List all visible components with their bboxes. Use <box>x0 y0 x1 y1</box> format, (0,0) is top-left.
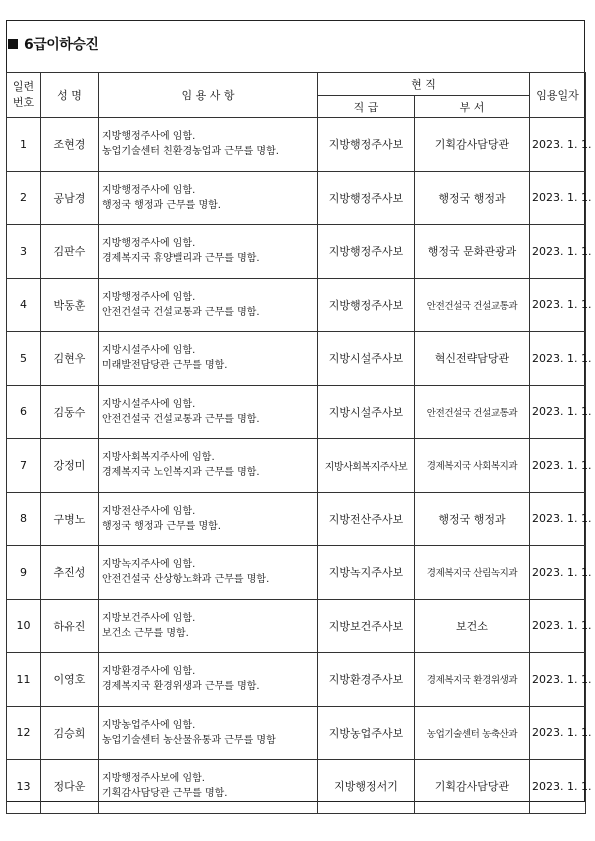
row-date: 2023. 1. 1. <box>530 760 586 814</box>
row-number: 9 <box>7 546 41 600</box>
table-row <box>7 118 586 172</box>
row-number: 2 <box>7 171 41 225</box>
row-dept: 경제복지국 환경위생과 <box>415 653 530 707</box>
row-dept: 혁신전략담당관 <box>415 332 530 386</box>
row-duty-line1: 지방행정주사에 임함. <box>102 131 196 143</box>
row-rank: 지방환경주사보 <box>318 653 415 707</box>
row-duty <box>99 225 318 279</box>
row-duty <box>99 653 318 707</box>
row-date: 2023. 1. 1. <box>530 118 586 172</box>
row-duty <box>99 332 318 386</box>
row-duty-line1: 지방환경주사에 임함. <box>102 666 196 678</box>
row-duty-line1: 지방시설주사에 임함. <box>102 398 196 410</box>
table-row <box>7 278 586 332</box>
table-row <box>7 492 586 546</box>
row-dept: 행정국 행정과 <box>415 492 530 546</box>
row-name: 조현경 <box>41 118 99 172</box>
table-row <box>7 385 586 439</box>
row-number: 12 <box>7 706 41 760</box>
row-rank: 지방행정주사보 <box>318 278 415 332</box>
row-duty <box>99 492 318 546</box>
row-number: 7 <box>7 439 41 493</box>
header-rank: 직 급 <box>318 96 415 118</box>
row-duty-line2: 경제복지국 환경위생과 근무를 명함. <box>102 681 260 693</box>
row-date: 2023. 1. 1. <box>530 706 586 760</box>
row-rank: 지방녹지주사보 <box>318 546 415 600</box>
row-duty-line1: 지방녹지주사에 임함. <box>102 559 196 571</box>
row-rank: 지방행정주사보 <box>318 118 415 172</box>
row-rank: 지방행정서기 <box>318 760 415 814</box>
row-number: 5 <box>7 332 41 386</box>
row-duty-line2: 경제복지국 휴양밸리과 근무를 명함. <box>102 253 260 265</box>
table-row <box>7 171 586 225</box>
header-duty: 임 용 사 항 <box>99 73 318 118</box>
row-number: 1 <box>7 118 41 172</box>
row-dept: 기획감사담당관 <box>415 760 530 814</box>
table-row <box>7 546 586 600</box>
row-duty <box>99 439 318 493</box>
table-row <box>7 439 586 493</box>
row-number: 13 <box>7 760 41 814</box>
row-rank: 지방농업주사보 <box>318 706 415 760</box>
row-dept: 경제복지국 산림녹지과 <box>415 546 530 600</box>
header-seq-line1: 일련 <box>12 80 35 93</box>
row-duty <box>99 546 318 600</box>
row-name: 김판수 <box>41 225 99 279</box>
row-number: 4 <box>7 278 41 332</box>
row-date: 2023. 1. 1. <box>530 439 586 493</box>
row-duty <box>99 171 318 225</box>
header-seq-line2: 번호 <box>12 96 35 109</box>
row-rank: 지방시설주사보 <box>318 332 415 386</box>
row-duty-line2: 미래발전담당관 근무를 명함. <box>102 360 228 372</box>
square-bullet-icon <box>8 39 18 49</box>
row-duty <box>99 599 318 653</box>
row-rank: 지방전산주사보 <box>318 492 415 546</box>
row-duty-line1: 지방사회복지주사에 임함. <box>102 452 215 464</box>
row-number: 8 <box>7 492 41 546</box>
row-dept: 보건소 <box>415 599 530 653</box>
table-row <box>7 760 586 814</box>
row-number: 11 <box>7 653 41 707</box>
row-rank: 지방행정주사보 <box>318 225 415 279</box>
row-dept: 행정국 행정과 <box>415 171 530 225</box>
row-dept: 경제복지국 사회복지과 <box>415 439 530 493</box>
header-date: 임용일자 <box>530 73 586 118</box>
row-duty-line2: 농업기술센터 농산물유통과 근무를 명함 <box>102 734 276 746</box>
row-duty <box>99 278 318 332</box>
row-duty-line2: 안전건설국 건설교통과 근무를 명함. <box>102 306 260 318</box>
row-duty-line1: 지방농업주사에 임함. <box>102 719 196 731</box>
row-duty-line1: 지방시설주사에 임함. <box>102 345 196 357</box>
row-date: 2023. 1. 1. <box>530 171 586 225</box>
row-name: 추진성 <box>41 546 99 600</box>
table-row <box>7 332 586 386</box>
row-date: 2023. 1. 1. <box>530 599 586 653</box>
row-name: 하유진 <box>41 599 99 653</box>
row-dept: 안전건설국 건설교통과 <box>415 278 530 332</box>
row-date: 2023. 1. 1. <box>530 332 586 386</box>
header-name: 성 명 <box>41 73 99 118</box>
row-duty-line2: 농업기술센터 친환경농업과 근무를 명함. <box>102 146 279 158</box>
row-name: 김현우 <box>41 332 99 386</box>
row-rank: 지방사회복지주사보 <box>318 439 415 493</box>
row-duty-line1: 지방행정주사에 임함. <box>102 238 196 250</box>
row-date: 2023. 1. 1. <box>530 546 586 600</box>
row-duty <box>99 760 318 814</box>
row-rank: 지방보건주사보 <box>318 599 415 653</box>
row-dept: 농업기술센터 농축산과 <box>415 706 530 760</box>
row-rank: 지방시설주사보 <box>318 385 415 439</box>
row-date: 2023. 1. 1. <box>530 653 586 707</box>
row-duty-line2: 경제복지국 노인복지과 근무를 명함. <box>102 467 260 479</box>
row-date: 2023. 1. 1. <box>530 278 586 332</box>
row-duty-line1: 지방전산주사에 임함. <box>102 505 196 517</box>
row-duty-line1: 지방행정주사에 임함. <box>102 184 196 196</box>
header-seq <box>7 73 41 118</box>
table-row <box>7 706 586 760</box>
table-row <box>7 225 586 279</box>
row-dept: 안전건설국 건설교통과 <box>415 385 530 439</box>
row-date: 2023. 1. 1. <box>530 385 586 439</box>
row-duty-line2: 안전건설국 산상항노화과 근무를 명함. <box>102 574 270 586</box>
row-duty-line2: 기획감사담당관 근무를 명함. <box>102 788 228 800</box>
row-dept: 기획감사담당관 <box>415 118 530 172</box>
row-name: 구병노 <box>41 492 99 546</box>
row-duty-line2: 행정국 행정과 근무를 명함. <box>102 520 221 532</box>
row-duty-line2: 안전건설국 건설교통과 근무를 명함. <box>102 413 260 425</box>
row-name: 김동수 <box>41 385 99 439</box>
header-current: 현 직 <box>318 73 530 96</box>
row-duty <box>99 706 318 760</box>
row-duty <box>99 118 318 172</box>
row-name: 김승희 <box>41 706 99 760</box>
section-title <box>8 34 98 54</box>
row-name: 이영호 <box>41 653 99 707</box>
row-date: 2023. 1. 1. <box>530 492 586 546</box>
row-name: 정다운 <box>41 760 99 814</box>
row-name: 공남경 <box>41 171 99 225</box>
table-row <box>7 599 586 653</box>
table-row <box>7 653 586 707</box>
row-name: 박동훈 <box>41 278 99 332</box>
row-duty-line1: 지방행정주사에 임함. <box>102 291 196 303</box>
appointment-table <box>6 72 592 814</box>
section-title-text: 6급이하승진 <box>24 37 99 53</box>
row-duty-line1: 지방행정주사보에 임함. <box>102 773 205 785</box>
row-duty-line2: 보건소 근무를 명함. <box>102 627 189 639</box>
header-dept: 부 서 <box>415 96 530 118</box>
row-number: 10 <box>7 599 41 653</box>
row-dept: 행정국 문화관광과 <box>415 225 530 279</box>
row-duty-line2: 행정국 행정과 근무를 명함. <box>102 199 221 211</box>
row-number: 3 <box>7 225 41 279</box>
row-date: 2023. 1. 1. <box>530 225 586 279</box>
row-name: 강정미 <box>41 439 99 493</box>
row-rank: 지방행정주사보 <box>318 171 415 225</box>
row-duty-line1: 지방보건주사에 임함. <box>102 612 196 624</box>
row-number: 6 <box>7 385 41 439</box>
row-duty <box>99 385 318 439</box>
